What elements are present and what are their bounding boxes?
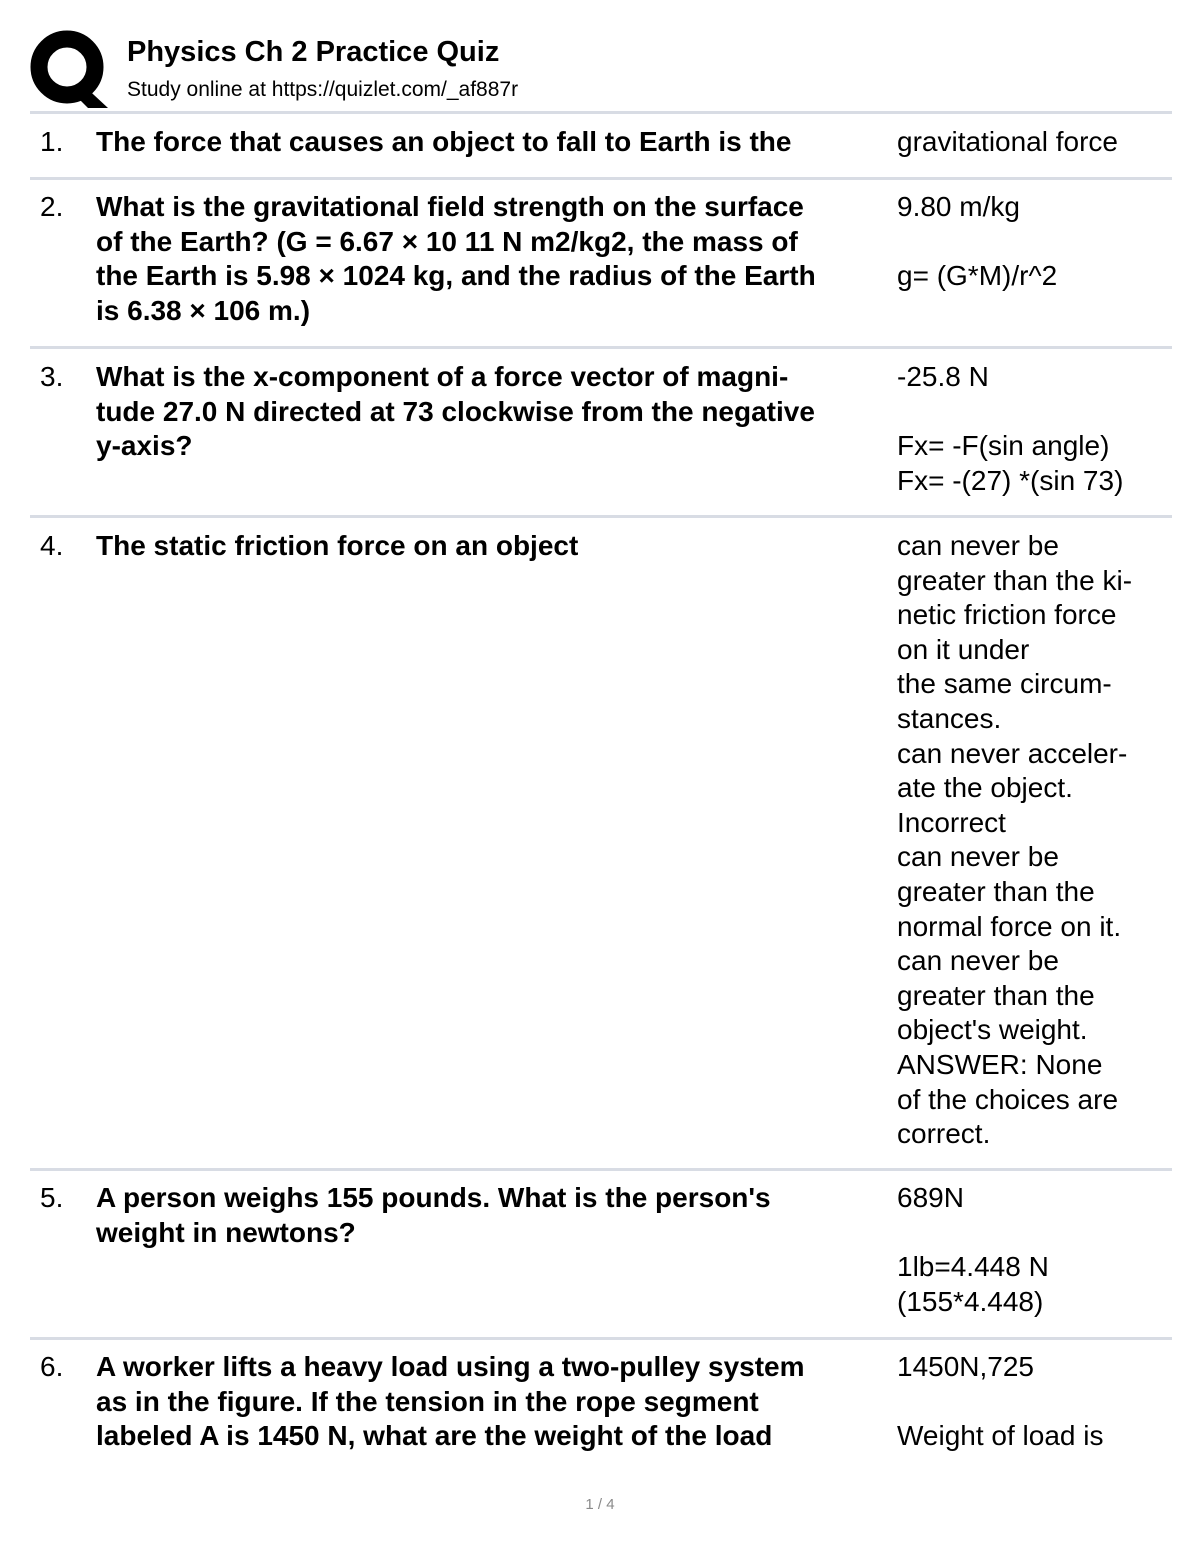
question-text: A worker lifts a heavy load using a two-pulley system as in the figure. If the tension in the rope segment labeled A is 1450 N, what are the weight of the load [96, 1351, 805, 1452]
question-text: What is the gravitational field strength on the surface of the Earth? (G = 6.67 × 10 11 N m2/kg2, the mass of the Earth is 5.98 × 1024 kg, and the radius of the Earth is 6.38 × 106 m.) [96, 191, 816, 326]
answer-text: -25.8 N Fx= -F(sin angle) Fx= -(27) *(sin 73) [897, 361, 1124, 496]
question-text: What is the x-component of a force vector of magni- tude 27.0 N directed at 73 clockwise from the negative y-axis? [96, 361, 815, 462]
question-text: The static friction force on an object [96, 530, 579, 561]
question-text: A person weighs 155 pounds. What is the person's weight in newtons? [96, 1182, 771, 1248]
quizlet-q-logo-icon [30, 30, 108, 108]
divider [30, 1168, 1172, 1171]
answer-text: 689N 1lb=4.448 N (155*4.448) [897, 1182, 1049, 1317]
divider [30, 177, 1172, 180]
divider [30, 346, 1172, 349]
question-number: 2. [40, 191, 64, 222]
page-subtitle: Study online at https://quizlet.com/_af887r [127, 78, 519, 101]
question-number: 5. [40, 1182, 64, 1213]
question-number: 6. [40, 1351, 64, 1382]
divider [30, 1337, 1172, 1340]
question-text: The force that causes an object to fall to Earth is the [96, 126, 792, 157]
question-number: 3. [40, 361, 64, 392]
quiz-header [30, 30, 1172, 110]
divider [30, 111, 1172, 114]
page-title: Physics Ch 2 Practice Quiz [127, 36, 500, 68]
answer-text: 9.80 m/kg g= (G*M)/r^2 [897, 191, 1058, 292]
answer-text: can never be greater than the ki- netic friction force on it under the same circum- stances. can never acceler- ate the object. Incorrect can never be greater than the normal force on it. can never be greater than the object's weight. ANSWER: None of the choices are correct. [897, 530, 1133, 1150]
page-indicator: 1 / 4 [585, 1496, 615, 1513]
question-number: 4. [40, 530, 64, 561]
question-number: 1. [40, 126, 64, 157]
answer-text: 1450N,725 Weight of load is [897, 1351, 1104, 1452]
divider [30, 515, 1172, 518]
answer-text: gravitational force [897, 126, 1119, 157]
